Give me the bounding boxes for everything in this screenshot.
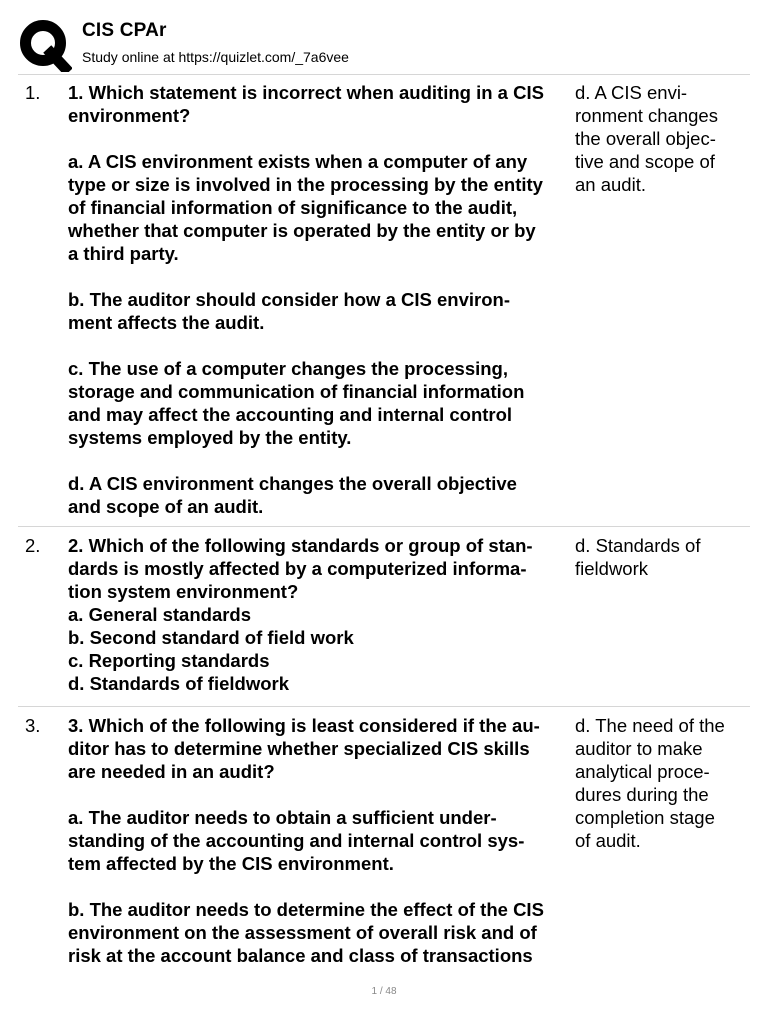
card-question: 2. Which of the following standards or group of stan- dards is mostly affected by a computerized informa- tion system environment? a. General standards b. Second standard of field work c. Reporting standards d. Standards of fieldwork bbox=[68, 535, 533, 694]
card-number: 2. bbox=[25, 535, 41, 556]
divider bbox=[18, 706, 750, 707]
card-answer: d. Standards of fieldwork bbox=[575, 535, 701, 579]
card-question: 3. Which of the following is least considered if the au- ditor has to determine whether specialized CIS skills are needed in an audit? a. The auditor needs to obtain a sufficient under- standing of the accounting and internal control sys- tem affected by the CIS environment. b. The auditor needs to determine the effect of the CIS environment on the assessment of overall risk and of risk at the account balance and class of transactions bbox=[68, 715, 544, 966]
card-question: 1. Which statement is incorrect when auditing in a CIS environment? a. A CIS environment exists when a computer of any type or size is involved in the processing by the entity of financial information of significance to the audit, whether that computer is operated by the entity or by a third party. b. The auditor should consider how a CIS environ- ment affects the audit. c. The use of a computer changes the processing, storage and communication of financial information and may affect the accounting and internal control systems employed by the entity. d. A CIS environment changes the overall objective and scope of an audit. bbox=[68, 82, 544, 517]
card-answer: d. A CIS envi- ronment changes the overall objec- tive and scope of an audit. bbox=[575, 82, 718, 195]
study-online-link[interactable]: Study online at https://quizlet.com/_7a6vee bbox=[82, 49, 349, 65]
divider bbox=[18, 74, 750, 75]
card-answer: d. The need of the auditor to make analytical proce- dures during the completion stage of audit. bbox=[575, 715, 725, 851]
card-number: 3. bbox=[25, 715, 41, 736]
page-indicator: 1 / 48 bbox=[371, 986, 397, 997]
page-header bbox=[18, 18, 758, 74]
card-number: 1. bbox=[25, 82, 41, 103]
divider bbox=[18, 526, 750, 527]
set-title: CIS CPAr bbox=[82, 20, 167, 41]
quizlet-q-logo-icon bbox=[18, 18, 72, 72]
